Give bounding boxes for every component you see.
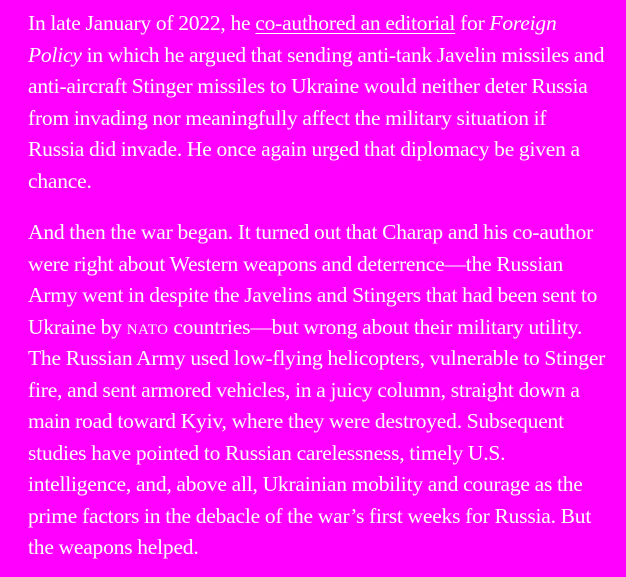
- paragraph-2-body: countries—but wrong about their military utility. The Russian Army used low-flying helicopters, vulnerable to Stinger fire, and sent armored vehicles, in a juicy column, straight down a main road toward Kyiv, where they were destroyed. Subsequent studies have pointed to Russian carelessness, timely U.S. intelligence, and, above all, Ukrainian mobility and courage as the prime factors in the debacle of the war’s first weeks for Russia. But the weapons helped.: [28, 314, 606, 559]
- paragraph-1-for: for: [455, 11, 490, 35]
- publication-name: Foreign Policy: [28, 11, 557, 67]
- paragraph-1-intro: In late January of 2022, he: [28, 11, 256, 35]
- nato-acronym: nato: [126, 314, 169, 339]
- paragraph-1: [28, 8, 606, 197]
- editorial-link[interactable]: co-authored an editorial: [255, 11, 456, 35]
- paragraph-2: [28, 217, 606, 564]
- paragraph-1-body: in which he argued that sending anti-tank Javelin missiles and anti-aircraft Stinger missiles to Ukraine would neither deter Russia from invading nor meaningfully affect the military situation if Russia did invade. He once again urged that diplomacy be given a chance.: [28, 42, 605, 193]
- paragraph-2-intro: And then the war began. It turned out that Charap and his co-author were right about Western weapons and deterrence—the Russian Army went in despite the Javelins and Stingers that had been sent to Ukraine by: [28, 220, 598, 339]
